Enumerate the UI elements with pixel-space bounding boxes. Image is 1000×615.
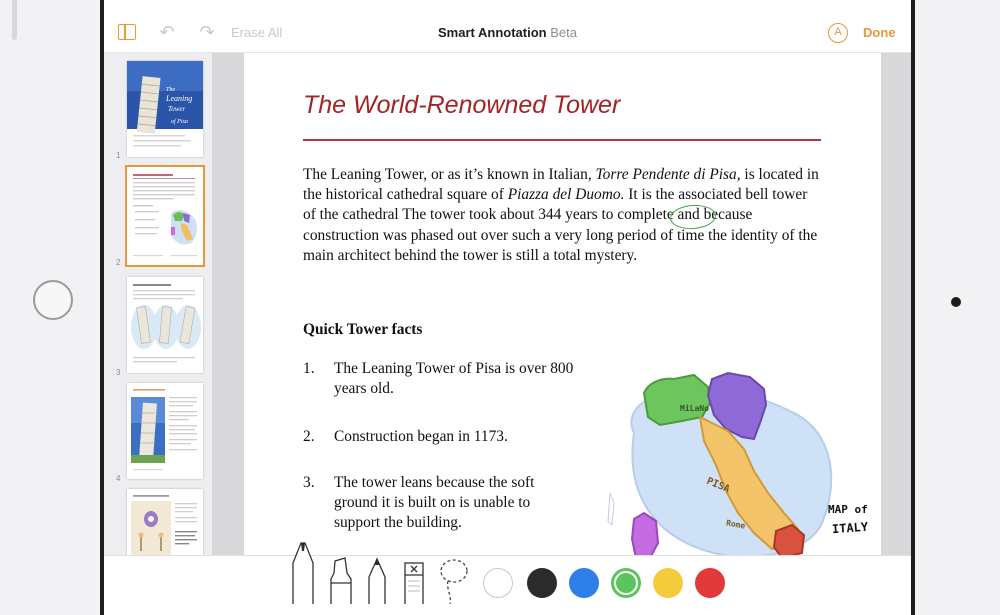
page-thumbnail-5[interactable] xyxy=(127,489,203,559)
intro-paragraph xyxy=(303,165,823,266)
front-camera xyxy=(951,297,961,307)
home-button[interactable] xyxy=(33,280,73,320)
pencil-tool-icon[interactable] xyxy=(366,557,388,604)
thumbnail-number: 1 xyxy=(116,151,121,160)
page-thumbnail-3[interactable] xyxy=(127,277,203,373)
fact-number: 1. xyxy=(303,360,315,377)
italic-term: Piazza del Duomo. xyxy=(507,186,625,204)
title-beta-tag: Beta xyxy=(550,25,577,40)
color-swatch-red[interactable] xyxy=(695,568,725,598)
fact-text: The tower leans because the soft ground it is built on is unable to support the building. xyxy=(334,474,535,532)
thumbnail-page-preview xyxy=(127,277,203,373)
highlighter-tool-icon[interactable] xyxy=(328,557,354,604)
page-thumbnail-sidebar xyxy=(104,53,212,555)
map-label-rome: Rome xyxy=(725,518,746,531)
sidebar-toggle-icon[interactable] xyxy=(118,24,136,40)
color-swatch-black[interactable] xyxy=(527,568,557,598)
thumbnail-number: 4 xyxy=(116,474,121,483)
pen-tool-icon[interactable] xyxy=(290,541,316,604)
intro-text: is located in the historical cathedral square of xyxy=(303,166,819,204)
undo-icon[interactable]: ↶ xyxy=(159,22,175,42)
thumbnail-cover-image xyxy=(127,61,203,157)
thumbnail-title-line: Leaning xyxy=(166,94,193,103)
thumbnail-title-line: of Pisa xyxy=(171,119,188,125)
top-toolbar xyxy=(104,14,911,53)
thumbnail-page-preview xyxy=(127,489,203,559)
thumbnail-number: 2 xyxy=(116,258,121,267)
window-title xyxy=(104,22,911,42)
intro-text: The Leaning Tower, or as it’s known in Italian, xyxy=(303,166,596,183)
redo-icon[interactable]: ↷ xyxy=(199,22,215,42)
thumbnail-page-preview xyxy=(127,383,203,479)
thumbnail-number: 3 xyxy=(116,368,121,377)
intro-text: It is the associated bell tower of the cathedral The tower took xyxy=(303,186,808,224)
map-label-italy: ITALY xyxy=(831,519,869,537)
lasso-tool-icon[interactable] xyxy=(438,557,470,604)
page-thumbnail-4[interactable] xyxy=(127,383,203,479)
facts-heading: Quick Tower facts xyxy=(303,321,423,338)
fact-number: 2. xyxy=(303,428,315,445)
color-swatch-blue[interactable] xyxy=(569,568,599,598)
title-text: Smart Annotation xyxy=(438,25,547,40)
ipad-side-button xyxy=(12,0,17,40)
fact-text: Construction began in 1173. xyxy=(334,428,508,445)
erase-all-button[interactable]: Erase All xyxy=(231,25,283,40)
document-page[interactable] xyxy=(244,53,881,555)
drawing-palette xyxy=(104,555,911,604)
map-label-pisa: PISA xyxy=(704,475,732,496)
color-swatch-yellow[interactable] xyxy=(653,568,683,598)
map-label-map-of: MAP of xyxy=(828,503,868,516)
title-divider xyxy=(303,139,821,141)
thumbnail-title-line: Tower xyxy=(168,105,186,113)
page-thumbnail-1[interactable] xyxy=(127,61,203,157)
done-button[interactable]: Done xyxy=(863,25,896,40)
color-swatch-white[interactable] xyxy=(483,568,513,598)
italic-term: Torre Pendente di Pisa, xyxy=(595,166,741,183)
markup-pen-icon[interactable]: A xyxy=(828,23,848,43)
document-title: The World-Renowned Tower xyxy=(303,91,621,119)
fact-number: 3. xyxy=(303,474,315,491)
color-swatch-green[interactable] xyxy=(611,568,641,598)
thumbnail-title-line: The xyxy=(166,87,175,93)
intro-text: 344 years to complete and because construction was phased out over such a very long period of time the identity of the main architect behind the tower is still a total mystery. xyxy=(303,206,818,264)
map-label-milano: MiLaNo xyxy=(680,404,709,413)
thumbnail-page-preview xyxy=(127,167,203,265)
fact-text: The Leaning Tower of Pisa is over 800 years old. xyxy=(334,360,574,398)
circled-word: about xyxy=(500,206,535,224)
page-thumbnail-2[interactable] xyxy=(127,167,203,265)
ipad-bezel-right xyxy=(915,0,1000,615)
eraser-tool-icon[interactable] xyxy=(403,561,425,604)
app-screen xyxy=(104,14,911,604)
